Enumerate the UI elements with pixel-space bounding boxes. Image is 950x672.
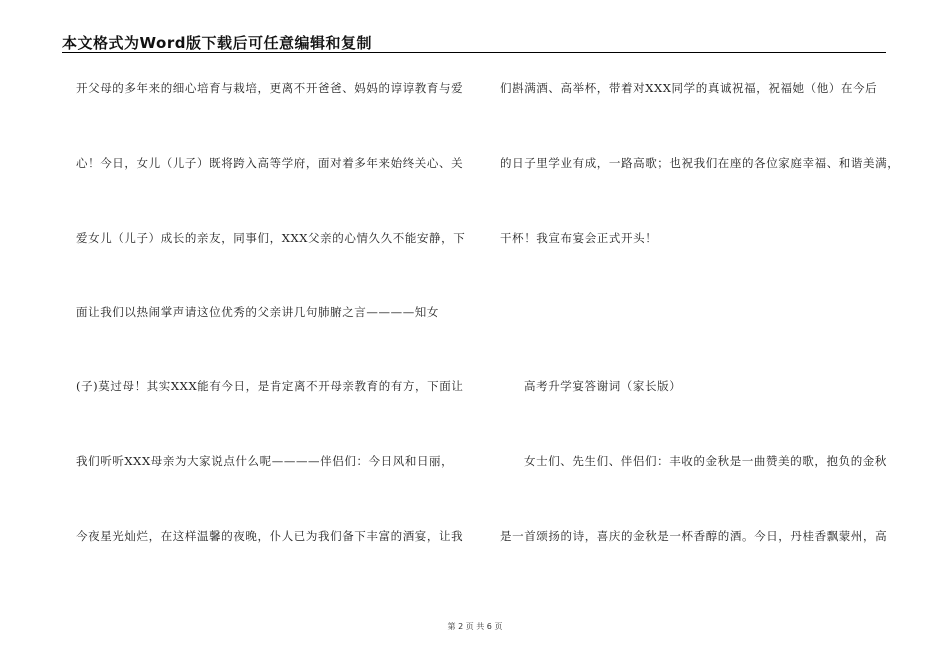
page-number-footer: 第 2 页 共 6 页 xyxy=(447,622,503,631)
text-line: 的日子里学业有成，一路高歌；也祝我们在座的各位家庭幸福、和谐美满， xyxy=(500,156,900,170)
text-line: 是一首颂扬的诗，喜庆的金秋是一杯香醇的酒。今日，丹桂香飘蒙州，高 xyxy=(500,529,888,543)
text-line: (子)莫过母！其实XXX能有今日，是肯定离不开母亲教育的有方，下面让 xyxy=(76,379,464,393)
text-line: 爱女儿（儿子）成长的亲友，同事们，XXX父亲的心情久久不能安静，下 xyxy=(76,231,466,245)
text-line: 我们听听XXX母亲为大家说点什么呢————伴侣们：今日风和日丽， xyxy=(76,454,454,468)
text-line: 今夜星光灿烂，在这样温馨的夜晚，仆人已为我们备下丰富的酒宴，让我 xyxy=(76,529,464,543)
text-line: 们斟满酒、高举杯，带着对XXX同学的真诚祝福，祝福她（他）在今后 xyxy=(500,81,878,95)
text-line: 心！今日，女儿（儿子）既将跨入高等学府，面对着多年来始终关心、关 xyxy=(76,156,464,170)
text-line: 面让我们以热闹掌声请这位优秀的父亲讲几句肺腑之言————知女 xyxy=(76,305,439,319)
section-heading: 高考升学宴答谢词（家长版） xyxy=(524,379,682,393)
header-divider xyxy=(62,52,886,53)
text-line: 女士们、先生们、伴侣们：丰收的金秋是一曲赞美的歌，抱负的金秋 xyxy=(524,454,887,468)
document-header-title: 本文格式为Word版下载后可任意编辑和复制 xyxy=(62,34,372,52)
text-line: 开父母的多年来的细心培育与栽培，更离不开爸爸、妈妈的谆谆教育与爱 xyxy=(76,81,464,95)
text-line: 干杯！我宣布宴会正式开头！ xyxy=(500,231,658,245)
